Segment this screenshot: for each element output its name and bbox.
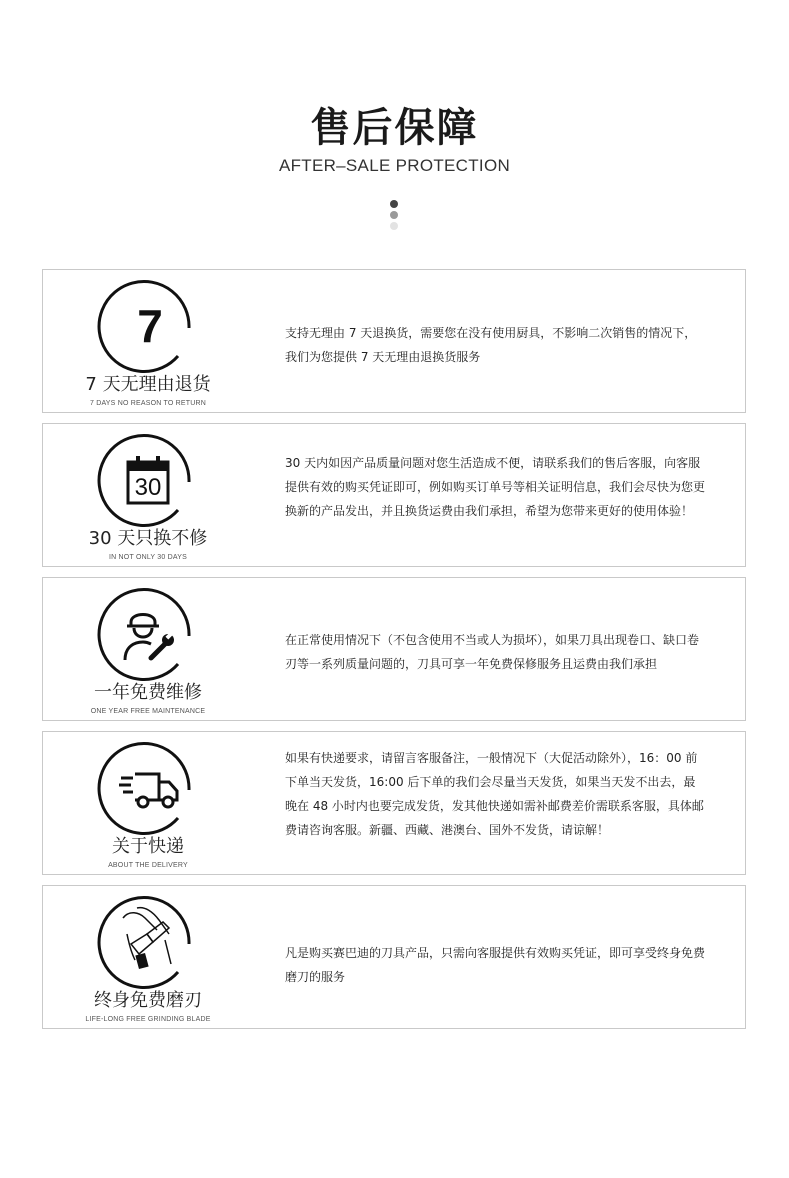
badge-subtitle: 7 DAYS NO REASON TO RETURN: [89, 400, 207, 407]
card-description: 如果有快递要求，请留言客服备注，一般情况下（大促活动除外），16：00 前下单当天发货，16:00 后下单的我们会尽量当天发货，如果当天发不出去，最晚在 48 小时内也要完成发货，发其他快递如需补邮费差价需联系客服，具体邮费请咨询客服。新疆、西藏、港澳台、国外不发货，请谅解！: [285, 751, 704, 837]
badge-title: 终身免费磨刃: [63, 990, 233, 1012]
badge-title: 一年免费维修: [63, 682, 233, 704]
card-description: 凡是购买赛巴迪的刀具产品，只需向客服提供有效购买凭证，即可享受终身免费磨刀的服务: [285, 946, 706, 984]
badge: [83, 894, 213, 1028]
delivery-truck-icon: [119, 770, 181, 810]
seven-days-icon: 7: [137, 300, 163, 352]
badge-subtitle: ABOUT THE DELIVERY: [108, 862, 188, 869]
header: [0, 0, 789, 270]
card-description: 支持无理由 7 天退换货，需要您在没有使用厨具，不影响二次销售的情况下，我们为您提供 7 天无理由退换货服务: [285, 326, 697, 364]
calendar-number: 30: [134, 474, 162, 501]
page-title: 售后保障: [310, 105, 479, 151]
repairman-wrench-icon: [121, 608, 177, 664]
badge-title: 7 天无理由退货: [63, 374, 233, 396]
badge: [83, 432, 213, 566]
card-description: 30 天内如因产品质量问题对您生活造成不便，请联系我们的售后客服，向客服提供有效的购买凭证即可，例如购买订单号等相关证明信息，我们会尽快为您更换新的产品发出，并且换货运费由我们承担，希望为您带来更好的使用体验！: [285, 456, 706, 518]
decorative-dots: [390, 200, 399, 233]
service-card-exchange: [42, 423, 746, 567]
badge-subtitle: IN NOT ONLY 30 DAYS: [109, 554, 187, 561]
badge: [83, 740, 213, 874]
badge: [83, 278, 213, 412]
page-subtitle: AFTER–SALE PROTECTION: [278, 156, 511, 175]
dot-dark: [390, 200, 398, 208]
badge-subtitle: LIFE-LONG FREE GRINDING BLADE: [85, 1016, 211, 1023]
dot-light: [390, 222, 398, 230]
service-card-grinding: [42, 885, 746, 1029]
badge: [83, 586, 213, 720]
dot-mid: [390, 211, 398, 219]
service-card-repair: [42, 577, 746, 721]
service-card-delivery: [42, 731, 746, 875]
knife-sharpening-icon: [117, 904, 179, 974]
badge-subtitle: ONE YEAR FREE MAINTENANCE: [90, 708, 206, 715]
badge-title: 关于快递: [63, 836, 233, 858]
card-description: 在正常使用情况下（不包含使用不当或人为损坏），如果刀具出现卷口、缺口卷刃等一系列质量问题的，刀具可享一年免费保修服务且运费由我们承担: [285, 633, 700, 671]
service-card-return: [42, 269, 746, 413]
badge-title: 30 天只换不修: [63, 528, 233, 550]
